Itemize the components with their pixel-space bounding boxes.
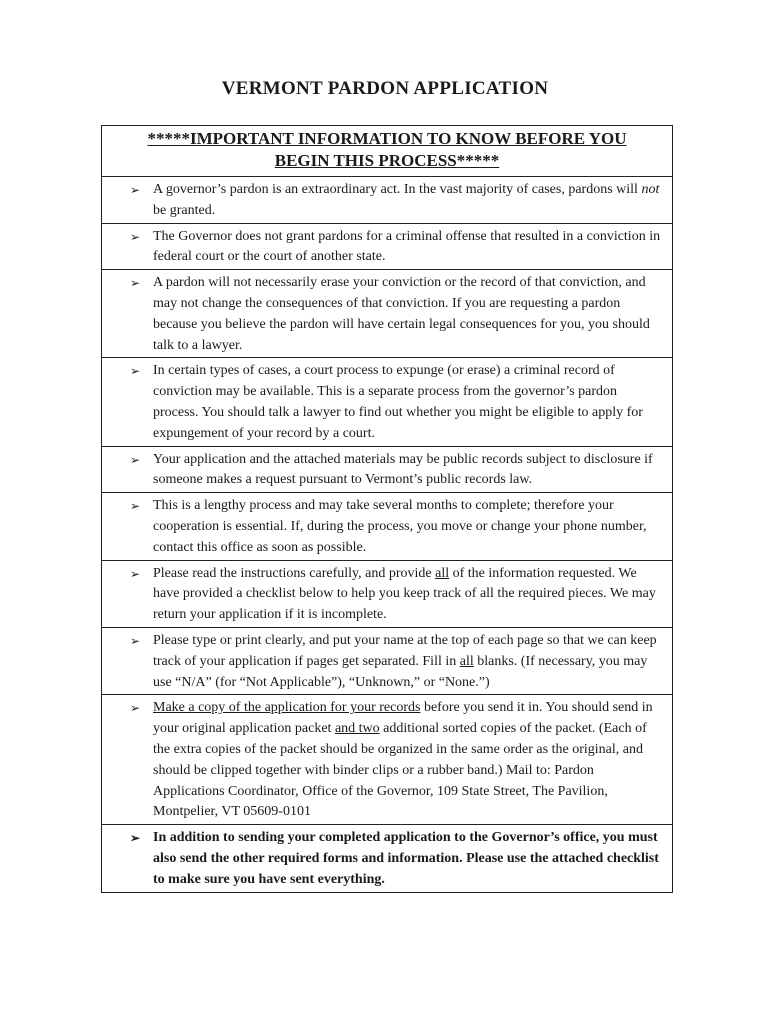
info-item-legal-consequences: ➢ A pardon will not necessarily erase your conviction or the record of that conviction, and may not change the consequences of that conviction. If you are requesting a pardon because you believe the pardon will have certain legal consequences for you, you should talk to a lawyer.: [102, 270, 672, 358]
important-info-box: [101, 125, 673, 893]
info-item-expungement: ➢ In certain types of cases, a court process to expunge (or erase) a criminal record of conviction may be available. This is a separate process from the governor’s pardon process. You should talk a lawyer to find out whether you might be eligible to apply for expungement of your record by a court.: [102, 358, 672, 446]
info-item-other-forms: ➢ In addition to sending your completed application to the Governor’s office, you must also send the other required forms and information. Please use the attached checklist to make sure you have sent everything.: [130, 830, 659, 887]
info-item-type-or-print: ➢ Please type or print clearly, and put your name at the top of each page so that we can keep track of your application if pages get separated. Fill in all blanks. (If necessary, you may use “N/A” (for “Not Applicable”), “Unknown,” or “None.”): [102, 628, 672, 695]
info-item-pardon-extraordinary: ➢ A governor’s pardon is an extraordinary act. In the vast majority of cases, pardons will not be granted.: [102, 177, 672, 224]
arrow-bullet-icon: ➢: [130, 701, 141, 716]
arrow-bullet-icon: ➢: [130, 499, 141, 514]
arrow-bullet-icon: ➢: [130, 633, 141, 648]
info-item-make-copy: ➢ Make a copy of the application for your records before you send it in. You should send in your original application packet and two additional sorted copies of the packet. (Each of the extra copies of the packet should be organized in the same order as the original, and should be clipped together with binder clips or a rubber band.) Mail to: Pardon Applications Coordinator, Office of the Governor, 109 State Street, The Pavilion, Montpelier, VT 05609-0101: [102, 695, 672, 825]
header-line-1: *****IMPORTANT INFORMATION TO KNOW BEFORE YOU: [147, 129, 627, 148]
info-item-public-records: ➢ Your application and the attached materials may be public records subject to disclosure if someone makes a request pursuant to Vermont’s public records law.: [102, 447, 672, 494]
info-item-read-instructions: ➢ Please read the instructions carefully, and provide all of the information requested. We have provided a checklist below to help you keep track of all the required pieces. We may return your application if it is incomplete.: [102, 561, 672, 628]
arrow-bullet-icon: ➢: [130, 229, 141, 244]
arrow-bullet-icon: ➢: [130, 364, 141, 379]
info-item-lengthy-process: ➢ This is a lengthy process and may take several months to complete; therefore your cooperation is essential. If, during the process, you move or change your phone number, contact this office as soon as possible.: [102, 493, 672, 560]
arrow-bullet-icon: ➢: [130, 183, 141, 197]
header-line-2: BEGIN THIS PROCESS*****: [274, 151, 500, 170]
arrow-bullet-icon: ➢: [130, 566, 141, 581]
arrow-bullet-icon: ➢: [130, 276, 141, 291]
page-title: VERMONT PARDON APPLICATION: [221, 78, 549, 99]
arrow-bullet-icon: ➢: [130, 831, 141, 846]
info-item-federal-court: ➢ The Governor does not grant pardons for a criminal offense that resulted in a conviction in federal court or the court of another state.: [102, 224, 672, 271]
arrow-bullet-icon: ➢: [130, 452, 141, 467]
important-info-header: [102, 126, 672, 177]
